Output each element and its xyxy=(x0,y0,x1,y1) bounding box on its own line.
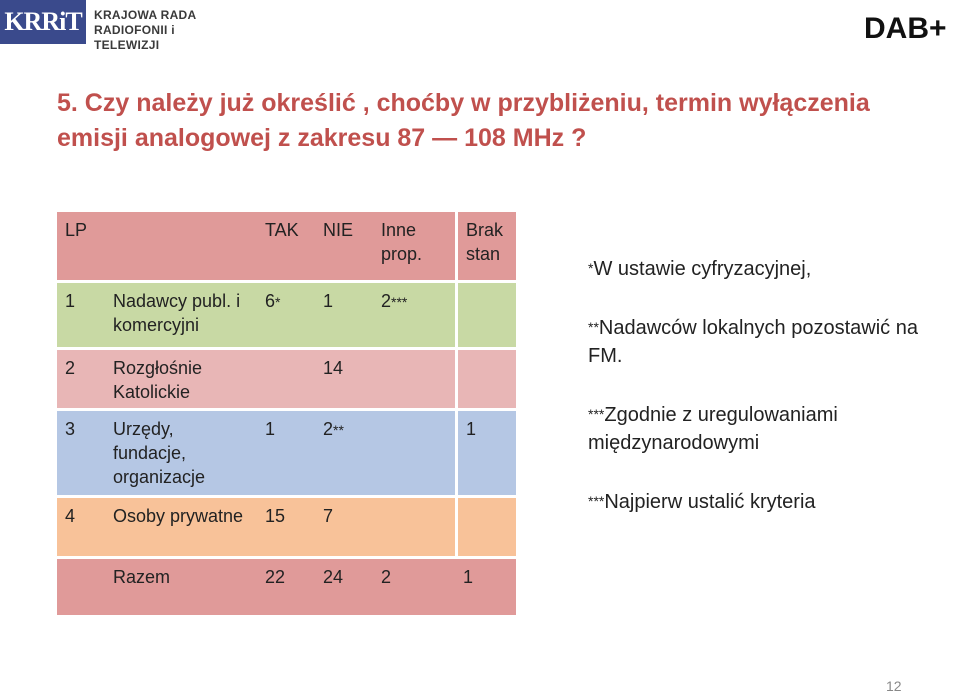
header-name xyxy=(105,212,257,280)
total-brak: 1 xyxy=(455,559,516,615)
total-tak: 22 xyxy=(257,559,315,615)
krrit-logo xyxy=(0,0,222,52)
footnote-mark: ** xyxy=(588,319,599,335)
cell-nie xyxy=(315,411,373,495)
cell-tak: 1 xyxy=(257,411,315,495)
cell-name: Rozgłośnie Katolickie xyxy=(105,350,257,408)
header-inne: Inne prop. xyxy=(373,212,455,280)
cell-nie: 1 xyxy=(315,283,373,347)
cell-lp: 1 xyxy=(57,283,105,347)
footnote-text: Najpierw ustalić kryteria xyxy=(604,491,816,513)
cell-lp xyxy=(57,559,105,615)
footnote xyxy=(588,313,948,370)
cell-lp: 2 xyxy=(57,350,105,408)
total-nie: 24 xyxy=(315,559,373,615)
footnote-mark: *** xyxy=(588,406,605,422)
cell-lp: 3 xyxy=(57,411,105,495)
krrit-logo-text xyxy=(94,8,222,53)
total-label: Razem xyxy=(105,559,257,615)
cell-nie-value: 2 xyxy=(323,419,334,439)
cell-inne xyxy=(373,498,455,556)
survey-table xyxy=(57,209,516,618)
header-tak: TAK xyxy=(257,212,315,280)
dab-logo-text: DAB+ xyxy=(864,12,947,42)
table-row xyxy=(57,350,516,408)
header-lp: LP xyxy=(57,212,105,280)
cell-brak xyxy=(455,283,516,347)
cell-tak-value: 6 xyxy=(265,291,276,311)
krrit-logo-mark: KRRiT xyxy=(0,0,86,44)
cell-inne-mark: *** xyxy=(391,294,408,310)
footnote xyxy=(588,400,948,457)
cell-inne-value: 2 xyxy=(381,291,392,311)
cell-inne xyxy=(373,283,455,347)
footnote-text: Zgodnie z uregulowaniami międzynarodowymi xyxy=(588,404,838,454)
footnote-text: W ustawie cyfryzacyjnej, xyxy=(593,258,812,280)
krrit-logo-line1: KRAJOWA RADA xyxy=(94,8,197,22)
footnote-mark: *** xyxy=(588,493,605,509)
cell-tak-mark: * xyxy=(275,294,281,310)
table-total-row xyxy=(57,559,516,615)
table-row xyxy=(57,411,516,495)
cell-inne xyxy=(373,350,455,408)
table-row xyxy=(57,283,516,347)
slide-title: 5. Czy należy już określić , choćby w przybliżeniu, termin wyłączenia emisji analogowej z zakresu 87 — 108 MHz ? xyxy=(57,89,870,152)
dab-plus-logo xyxy=(862,4,958,42)
header-nie: NIE xyxy=(315,212,373,280)
footnote-mark: * xyxy=(588,260,594,276)
cell-inne xyxy=(373,411,455,495)
cell-tak: 15 xyxy=(257,498,315,556)
footnotes xyxy=(588,254,948,546)
total-inne: 2 xyxy=(373,559,455,615)
cell-nie: 7 xyxy=(315,498,373,556)
cell-brak xyxy=(455,350,516,408)
cell-nie-mark: ** xyxy=(333,422,344,438)
footnote xyxy=(588,487,948,516)
cell-brak xyxy=(455,498,516,556)
table-row xyxy=(57,498,516,556)
page-number: 12 xyxy=(886,678,902,694)
cell-brak: 1 xyxy=(455,411,516,495)
cell-name: Osoby prywatne xyxy=(105,498,257,556)
krrit-logo-line2: RADIOFONII i TELEWIZJI xyxy=(94,23,175,52)
table-header-row xyxy=(57,212,516,280)
cell-name: Nadawcy publ. i komercyjni xyxy=(105,283,257,347)
header-brak: Brak stan xyxy=(455,212,516,280)
footnote xyxy=(588,254,948,283)
footnote-text: Nadawców lokalnych pozostawić na FM. xyxy=(588,317,918,367)
cell-name: Urzędy, fundacje, organizacje xyxy=(105,411,257,495)
cell-lp: 4 xyxy=(57,498,105,556)
cell-tak xyxy=(257,283,315,347)
cell-nie: 14 xyxy=(315,350,373,408)
cell-tak xyxy=(257,350,315,408)
